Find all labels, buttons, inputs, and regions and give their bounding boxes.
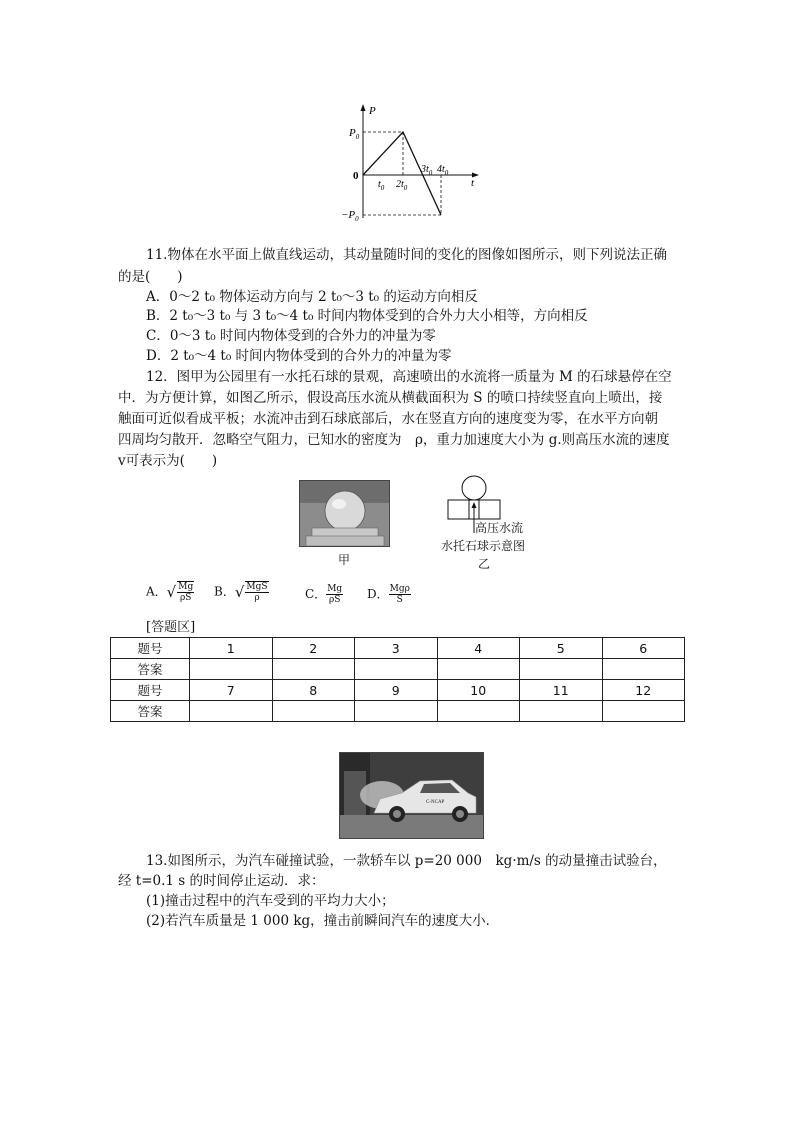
q13-stem-line2: 经 t=0.1 s 的时间停止运动．求： [118,873,325,889]
answer-header: 答案 [111,701,190,722]
number-cell: 2 [272,638,355,659]
number-cell: 6 [602,638,685,659]
q13-part1: (1)撞击过程中的汽车受到的平均力大小； [146,893,395,909]
table-row [111,638,685,659]
stone-ball-photo [299,480,390,547]
fig-b-caption: 水托石球示意图 [441,539,526,553]
fig-b-label: 乙 [478,557,491,571]
t4-label: $4t_0$ [437,164,449,177]
number-cell: 8 [272,680,355,701]
q11-stem-line2: 的是( ) [118,269,183,285]
number-header: 题号 [111,638,190,659]
table-row [111,701,685,722]
answer-cell[interactable] [272,659,355,680]
fig-b-water-label: 高压水流 [475,521,524,535]
number-cell: 10 [437,680,520,701]
stone-ball [325,491,365,531]
number-header: 题号 [111,680,190,701]
q13-part2: (2)若汽车质量是 1 000 kg，撞击前瞬间汽车的速度大小． [146,913,500,929]
q12-stem-line1: 12．图甲为公园里有一水托石球的景观，高速喷出的水流将一质量为 M 的石球悬停在空 [146,369,672,385]
origin-label: 0 [353,170,359,182]
q13-stem-line1: 13.如图所示，为汽车碰撞试验，一款轿车以 p=20 000 kg·m/s 的动量撞击试验台， [146,853,667,869]
q11-option-d: D．2 t₀～4 t₀ 时间内物体受到的合外力的冲量为零 [146,348,452,364]
q12-stem-line2: 中．为方便计算，如图乙所示，假设高压水流从横截面积为 S 的喷口持续竖直向上喷出，接 [118,390,663,406]
answer-cell[interactable] [190,701,273,722]
q11-option-a: A．0～2 t₀ 物体运动方向与 2 t₀～3 t₀ 的运动方向相反 [146,289,478,305]
q12-stem-line4: 四周均匀散开．忽略空气阻力，已知水的密度为 ρ，重力加速度大小为 g.则高压水流的速度 [118,432,670,448]
q12-option-b: B．√ $\frac{\text{MgS}}{\rho}$ [214,582,268,603]
answer-cell[interactable] [520,701,603,722]
answer-cell[interactable] [355,701,438,722]
t2-label: $2t_0$ [396,179,408,192]
answer-cell[interactable] [602,659,685,680]
number-cell: 5 [520,638,603,659]
answer-cell[interactable] [520,659,603,680]
number-cell: 7 [190,680,273,701]
p0-label: $P_0$ [349,127,360,141]
q12-option-c: C． $\frac{Mg}{\rho S}$ [305,584,343,605]
number-cell: 9 [355,680,438,701]
answer-cell[interactable] [272,701,355,722]
number-cell: 4 [437,638,520,659]
q12-option-a: A．√ $\frac{Mg}{\rho S}$ [146,582,194,603]
q12-stem-line3: 触面可近似看成平板；水流冲击到石球底部后，水在竖直方向的速度变为零，在水平方向朝 [118,411,658,427]
t3-label: $3t_0$ [421,164,433,177]
table-row [111,659,685,680]
q11-stem-line1: 11.物体在水平面上做直线运动，其动量随时间的变化的图像如图所示，则下列说法正确 [146,247,667,263]
number-cell: 11 [520,680,603,701]
y-axis-arrow [361,104,366,111]
x-axis-label: t [471,177,475,189]
number-cell: 3 [355,638,438,659]
number-cell: 1 [190,638,273,659]
crash-test-photo [339,752,484,839]
answer-area-title: [答题区] [146,620,196,635]
neg-p0-label: $-P_0$ [341,209,359,223]
y-axis-label: P [369,105,376,117]
answer-cell[interactable] [437,659,520,680]
answer-cell[interactable] [602,701,685,722]
number-cell: 12 [602,680,685,701]
momentum-time-graph [335,100,485,225]
answer-table [110,637,685,722]
q12-stem-line5: v可表示为( ) [118,453,218,469]
table-row [111,680,685,701]
answer-cell[interactable] [437,701,520,722]
t0-label: $t_0$ [378,179,385,192]
answer-header: 答案 [111,659,190,680]
q11-option-b: B．2 t₀～3 t₀ 与 3 t₀～4 t₀ 时间内物体受到的合外力大小相等，方向相反 [146,308,588,324]
q12-option-d: D． $\frac{\text{Mgρ}}{S}$ [367,584,410,605]
svg-text:C-NCAP: C-NCAP [426,800,445,805]
fig-a-caption: 甲 [338,553,351,567]
q11-option-c: C．0～3 t₀ 时间内物体受到的合外力的冲量为零 [146,328,436,344]
answer-cell[interactable] [190,659,273,680]
answer-cell[interactable] [355,659,438,680]
